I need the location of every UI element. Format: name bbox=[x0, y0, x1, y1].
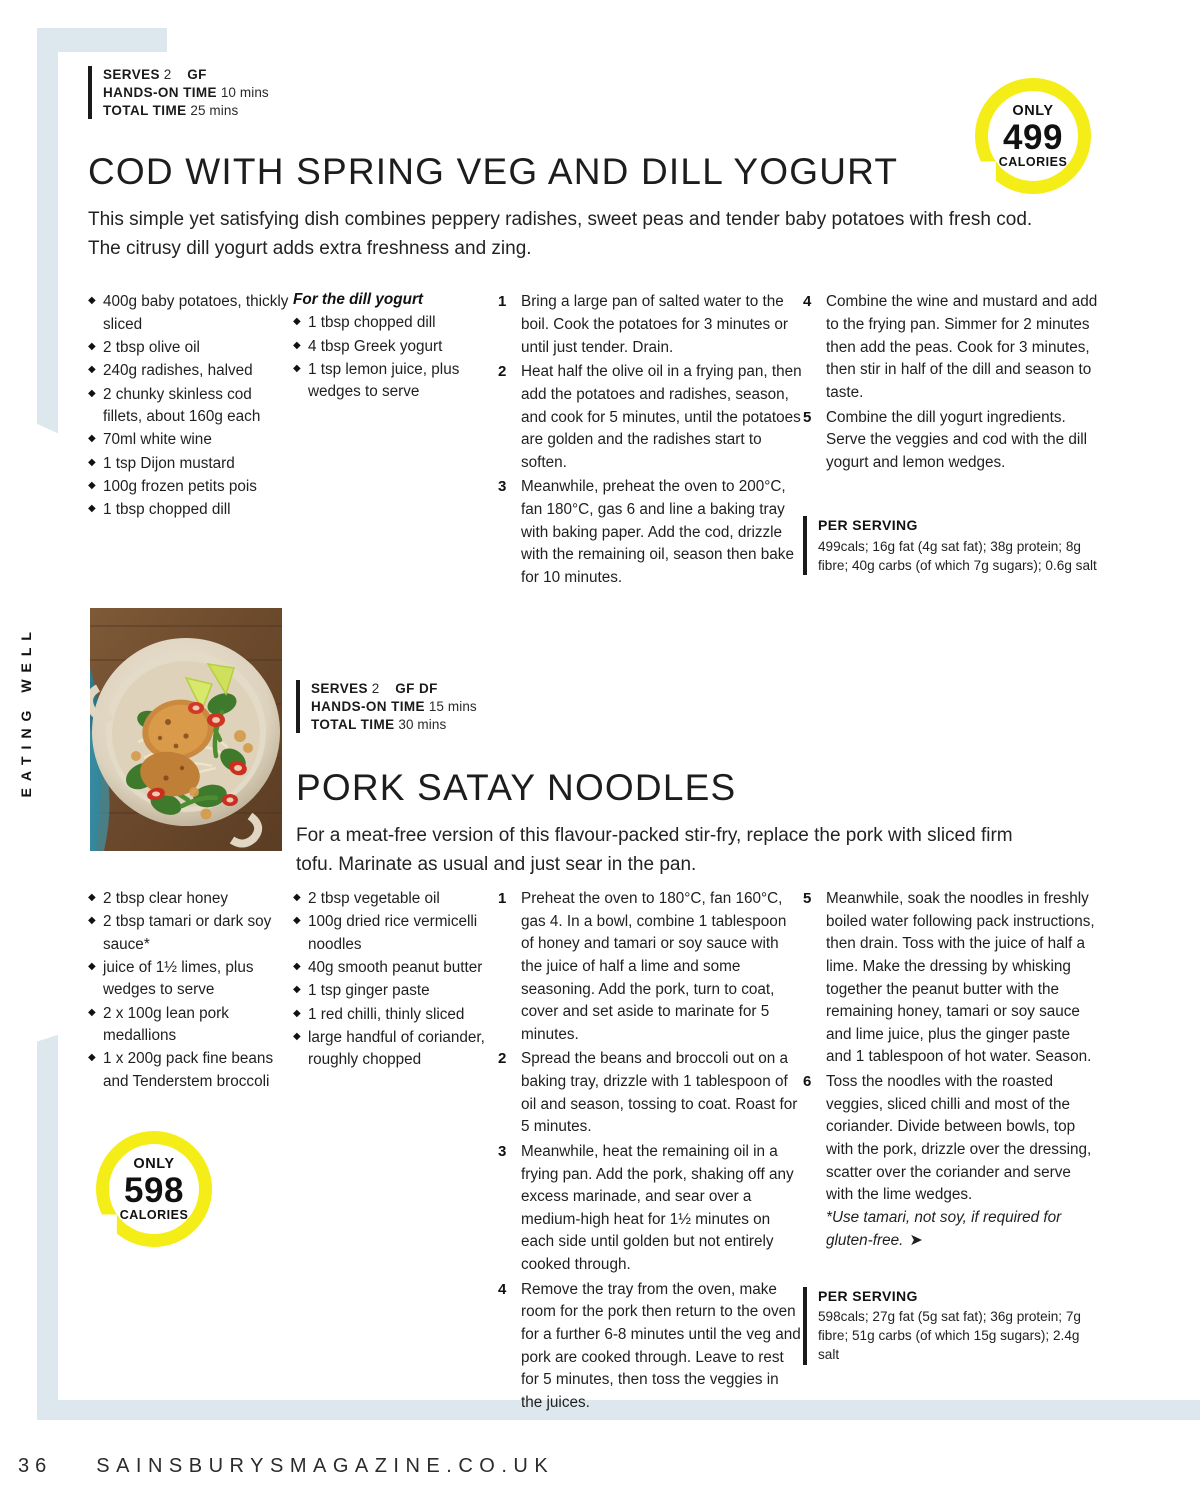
badge-calorie-count: 499 bbox=[1003, 117, 1063, 157]
list-item: ◆ 2 x 100g lean pork medallions bbox=[88, 1003, 293, 1048]
badge-only-label: ONLY bbox=[1012, 103, 1054, 119]
method-step bbox=[803, 1071, 1098, 1253]
method-column-two bbox=[803, 888, 1098, 1416]
method-column-two bbox=[803, 291, 1098, 591]
list-item: ◆ 2 tbsp tamari or dark soy sauce* bbox=[88, 911, 293, 956]
serves-label: SERVES bbox=[103, 67, 160, 82]
recipe-pork-satay-columns bbox=[88, 888, 1098, 1416]
method-step-text: Toss the noodles with the roasted veggies, sliced chilli and most of the coriander. Divide between bowls, top with the pork, drizzle over the dressing, scatter over the coriander and serve with the lime wedges. bbox=[826, 1073, 1092, 1204]
method-step: Combine the dill yogurt ingredients. Serve the veggies and cod with the dill yogurt and lemon wedges. bbox=[826, 408, 1088, 471]
total-time-label: TOTAL TIME bbox=[311, 716, 395, 732]
page-footer bbox=[18, 1455, 554, 1478]
method-step: Remove the tray from the oven, make room for the pork then return to the oven for a further 6-8 minutes until the veg and pork are cooked through. Leave to rest for 5 minutes, then toss the veggies in the juices. bbox=[521, 1280, 801, 1411]
badge-calorie-count: 598 bbox=[124, 1170, 184, 1210]
list-item: ◆ 1 tsp lemon juice, plus wedges to serve bbox=[293, 359, 498, 404]
badge-calories-label: CALORIES bbox=[998, 154, 1068, 169]
list-item: ◆ 70ml white wine bbox=[88, 429, 293, 451]
recipe-standfirst: For a meat-free version of this flavour-packed stir-fry, replace the pork with sliced firm tofu. Marinate as usual and just sear in the pan. bbox=[296, 825, 1013, 875]
list-item: ◆ 1 tbsp chopped dill bbox=[293, 312, 498, 334]
calorie-badge-499 bbox=[975, 78, 1091, 194]
footnote-text: *Use tamari, not soy, if required for gluten-free. bbox=[826, 1208, 1062, 1250]
method-steps-1-3 bbox=[498, 291, 803, 589]
list-item: ◆ 400g baby potatoes, thickly sliced bbox=[88, 291, 293, 336]
calorie-badge-598 bbox=[96, 1131, 212, 1247]
list-item: ◆ juice of 1½ limes, plus wedges to serve bbox=[88, 957, 293, 1002]
pork-satay-noodles-photo bbox=[90, 608, 282, 851]
list-item: ◆ 240g radishes, halved bbox=[88, 360, 293, 382]
method-step: Spread the beans and broccoli out on a baking tray, drizzle with 1 tablespoon of oil and season, tossing to coat. Roast for 5 minutes. bbox=[521, 1050, 798, 1136]
meta-serves bbox=[103, 66, 1098, 84]
total-time-value: 25 mins bbox=[190, 102, 239, 118]
method-column-one bbox=[498, 888, 803, 1416]
ingredients-list-main bbox=[88, 888, 293, 1093]
per-serving-heading: PER SERVING bbox=[818, 1288, 918, 1305]
per-serving-heading: PER SERVING bbox=[818, 517, 918, 534]
ingredients-list-sub bbox=[293, 312, 498, 403]
list-item: ◆ 1 tsp Dijon mustard bbox=[88, 453, 293, 475]
method-step: Bring a large pan of salted water to the boil. Cook the potatoes for 3 minutes or until just tender. Drain. bbox=[521, 293, 788, 356]
ingredients-sub-heading: For the dill yogurt bbox=[293, 291, 424, 309]
list-item: ◆ 1 tsp ginger paste bbox=[293, 980, 498, 1002]
ingredients-list-sub bbox=[293, 888, 498, 1072]
badge-only-label: ONLY bbox=[133, 1156, 175, 1172]
list-item: ◆ 2 chunky skinless cod fillets, about 160g each bbox=[88, 384, 293, 429]
per-serving-nutrition: 598cals; 27g fat (5g sat fat); 36g protein; 7g fibre; 51g carbs (of which 15g sugars); 2.4g salt bbox=[818, 1309, 1081, 1362]
list-item: ◆ 100g dried rice vermicelli noodles bbox=[293, 911, 498, 956]
list-item: ◆ 1 tbsp chopped dill bbox=[88, 499, 293, 521]
hands-on-label: HANDS-ON TIME bbox=[311, 698, 425, 714]
diet-tags: GF bbox=[187, 67, 207, 82]
meta-hands-on bbox=[103, 84, 1098, 102]
per-serving-nutrition: 499cals; 16g fat (4g sat fat); 38g protein; 8g fibre; 40g carbs (of which 7g sugars); 0.6g salt bbox=[818, 538, 1097, 573]
meta-total-time bbox=[103, 102, 1098, 120]
list-item: ◆ 4 tbsp Greek yogurt bbox=[293, 336, 498, 358]
list-item: ◆ 2 tbsp clear honey bbox=[88, 888, 293, 910]
ingredients-column-main bbox=[88, 291, 293, 591]
gluten-free-footnote bbox=[826, 1207, 1098, 1253]
meta-hands-on bbox=[311, 698, 1096, 716]
list-item: ◆ 1 x 200g pack fine beans and Tenderstem broccoli bbox=[88, 1048, 293, 1093]
ingredients-list-main bbox=[88, 291, 293, 521]
per-serving-box bbox=[803, 1287, 1098, 1365]
list-item: ◆ 2 tbsp olive oil bbox=[88, 337, 293, 359]
method-step: Preheat the oven to 180°C, fan 160°C, gas 4. In a bowl, combine 1 tablespoon of honey and tamari or soy sauce with the juice of half a lime and some seasoning. Add the pork, turn to coat, cover and set aside to marinate for 5 minutes. bbox=[521, 890, 787, 1043]
per-serving-box bbox=[803, 516, 1098, 575]
serves-label: SERVES bbox=[311, 681, 368, 696]
badge-calories-label: CALORIES bbox=[119, 1207, 189, 1222]
method-step: Combine the wine and mustard and add to the frying pan. Simmer for 2 minutes then add the peas. Cook for 3 minutes, then stir in half of the dill and season to taste. bbox=[826, 293, 1098, 401]
recipe-meta bbox=[88, 66, 1098, 119]
ingredients-column-sub bbox=[293, 888, 498, 1416]
ingredients-column-sub bbox=[293, 291, 498, 591]
page-number: 36 bbox=[18, 1455, 53, 1477]
recipe-title: COD WITH SPRING VEG AND DILL YOGURT bbox=[88, 151, 899, 193]
method-step: Heat half the olive oil in a frying pan, then add the potatoes and radishes, season, and cook for 5 minutes, until the potatoes are golden and the radishes start to soften. bbox=[521, 363, 802, 471]
list-item: ◆ 100g frozen petits pois bbox=[88, 476, 293, 498]
recipe-meta bbox=[296, 680, 1096, 733]
recipe-standfirst: This simple yet satisfying dish combines peppery radishes, sweet peas and tender baby potatoes with fresh cod. The citrusy dill yogurt adds extra freshness and zing. bbox=[88, 209, 1033, 259]
hands-on-label: HANDS-ON TIME bbox=[103, 84, 217, 100]
total-time-label: TOTAL TIME bbox=[103, 102, 187, 118]
diet-tags: GF DF bbox=[395, 681, 438, 696]
list-item: ◆ large handful of coriander, roughly chopped bbox=[293, 1027, 498, 1072]
method-steps-5-6 bbox=[803, 888, 1098, 1253]
continue-arrow-icon: ➤ bbox=[909, 1232, 923, 1250]
serves-value: 2 bbox=[371, 681, 380, 696]
list-item: ◆ 2 tbsp vegetable oil bbox=[293, 888, 498, 910]
website-url: SAINSBURYSMAGAZINE.CO.UK bbox=[96, 1455, 555, 1477]
section-tag: EATING WELL bbox=[18, 625, 34, 798]
meta-total-time bbox=[311, 716, 1096, 734]
list-item: ◆ 1 red chilli, thinly sliced bbox=[293, 1004, 498, 1026]
method-steps-1-4 bbox=[498, 888, 803, 1414]
recipe-pork-satay-noodles bbox=[296, 680, 1096, 879]
serves-value: 2 bbox=[163, 67, 172, 82]
hands-on-value: 10 mins bbox=[220, 84, 269, 100]
meta-serves bbox=[311, 680, 1096, 698]
method-step: Meanwhile, heat the remaining oil in a frying pan. Add the pork, shaking off any excess marinade, and sear over a medium-high heat for 1½ minutes on each side until golden but not entirely cooked through. bbox=[521, 1142, 794, 1273]
method-steps-4-5 bbox=[803, 291, 1098, 474]
method-column-one bbox=[498, 291, 803, 591]
list-item: ◆ 40g smooth peanut butter bbox=[293, 957, 498, 979]
method-step: Meanwhile, soak the noodles in freshly boiled water following pack instructions, then drain. Toss with the juice of half a lime. Make the dressing by whisking together the peanut butter with the remaining honey, tamari or soy sauce and lime juice, plus the ginger paste and 1 tablespoon of hot water. Season. bbox=[826, 890, 1095, 1066]
total-time-value: 30 mins bbox=[398, 716, 447, 732]
hands-on-value: 15 mins bbox=[428, 698, 477, 714]
method-step: Meanwhile, preheat the oven to 200°C, fan 180°C, gas 6 and line a baking tray with baking paper. Add the cod, drizzle with the remaining oil, season then bake for 10 minutes. bbox=[521, 478, 794, 586]
recipe-cod-with-spring-veg bbox=[88, 66, 1098, 592]
recipe-title: PORK SATAY NOODLES bbox=[296, 767, 737, 809]
